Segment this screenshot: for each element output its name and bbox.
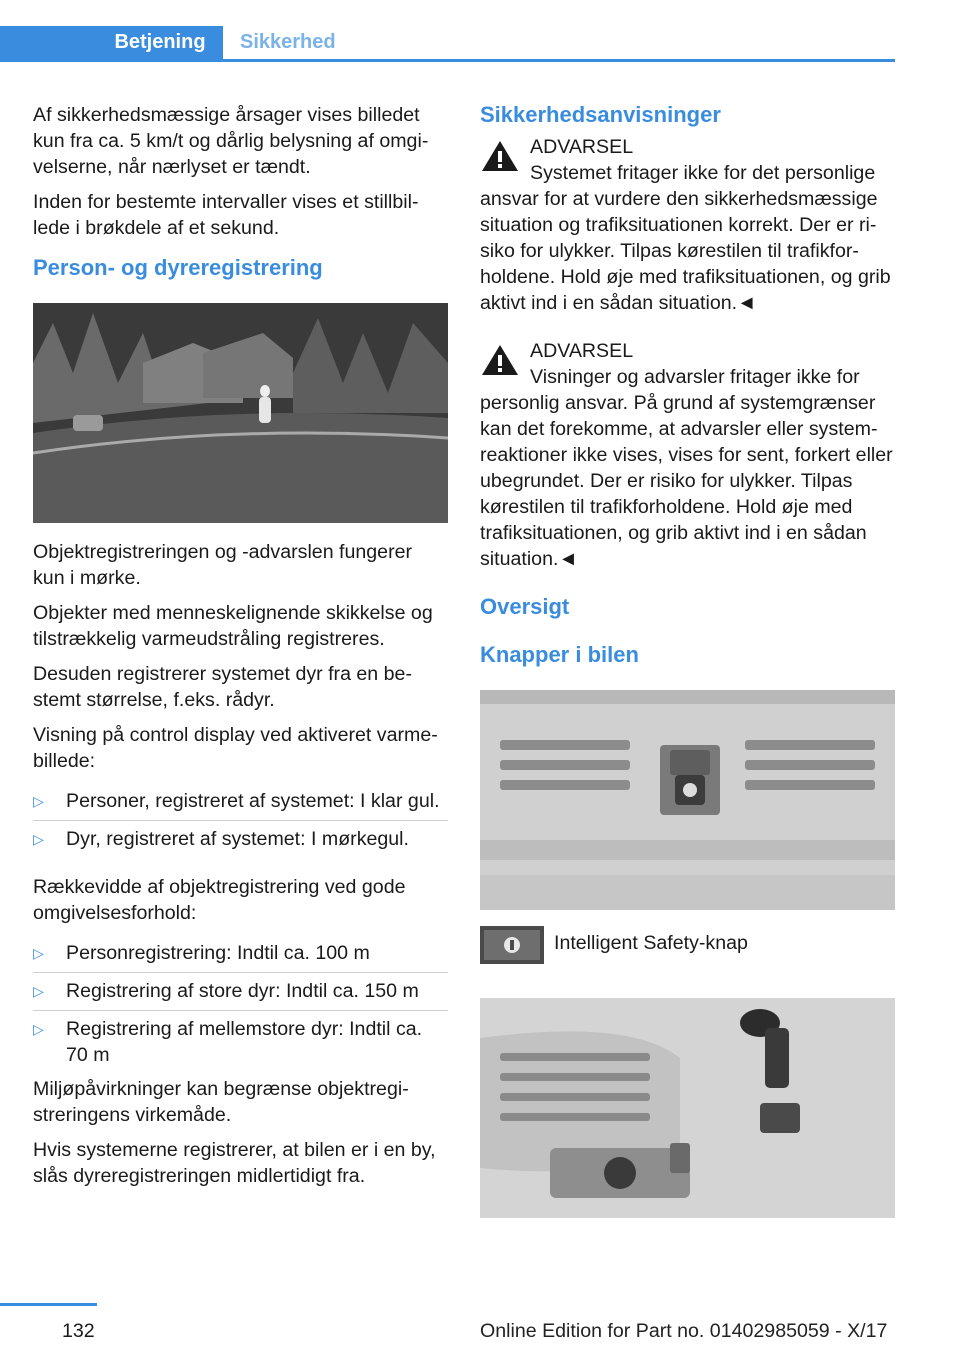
dashboard-controls-image <box>480 998 895 1218</box>
paragraph: Rækkevidde af objektregistrering ved gode omgivelsesforhold: <box>33 876 406 924</box>
list-item: ▷ Personregistrering: Indtil ca. 100 m <box>33 935 448 973</box>
warning-text: Visninger og advarsler fritager ikke for personlig ansvar. På grund af systemgrænser kan det forekomme, at advarsler eller systemreaktioner ikke vises, vises for sent, forkert eller ubegrundet. Der er risiko for ulykker. Tilpas kørestilen til trafikforholdene. Hold øje med trafiksituationen, og grib aktivt ind i en sådan situation.◄ <box>480 366 893 570</box>
warning-title: ADVARSEL <box>530 136 634 158</box>
paragraph: Inden for bestemte intervaller vises et stillbillede i brøkdele af et sekund. <box>33 191 419 239</box>
night-vision-image <box>33 303 448 523</box>
left-column <box>33 102 448 1198</box>
triangle-bullet-icon: ▷ <box>33 793 44 809</box>
page-number: 132 <box>62 1320 95 1342</box>
intelligent-safety-button-icon <box>480 926 544 964</box>
edition-text: Online Edition for Part no. 01402985059 - X/17 <box>480 1320 888 1342</box>
header-accent-block <box>0 26 97 59</box>
key-legend <box>480 926 895 988</box>
warning-title: ADVARSEL <box>530 340 634 362</box>
footer-accent <box>0 1303 97 1306</box>
right-column <box>480 102 895 1234</box>
paragraph: Af sikkerhedsmæssige årsager vises billedet kun fra ca. 5 km/t og dårlig belysning af omgivelserne, når nærlyset er tændt. <box>33 104 429 178</box>
tab-sikkerhed[interactable]: Sikkerhed <box>240 31 336 53</box>
list-item: ▷ Registrering af store dyr: Indtil ca. 150 m <box>33 973 448 1011</box>
list-item: ▷ Registrering af mellemstore dyr: Indtil ca. 70 m <box>33 1018 423 1066</box>
warning-text: Systemet fritager ikke for det personlige ansvar for at vurdere den sikkerhedsmæssige situation og trafiksituationen korrekt. Der er risiko for ulykker. Tilpas kørestilen til trafikforholdene. Hold øje med trafiksituationen, og grib aktivt ind i en sådan situation.◄ <box>480 162 891 314</box>
triangle-bullet-icon: ▷ <box>33 831 44 847</box>
list-item: ▷ Dyr, registreret af systemet: I mørkegul. <box>33 828 409 850</box>
triangle-bullet-icon: ▷ <box>33 1021 44 1037</box>
section-heading: Oversigt <box>480 594 570 619</box>
display-list <box>33 783 448 858</box>
paragraph: Hvis systemerne registrerer, at bilen er i en by, slås dyreregistreringen midlertidigt fra. <box>33 1139 436 1187</box>
section-heading: Sikkerhedsanvisninger <box>480 102 721 127</box>
subsection-heading: Knapper i bilen <box>480 642 639 667</box>
header-bar <box>0 26 895 62</box>
paragraph: Miljøpåvirkninger kan begrænse objektregistreringens virkemåde. <box>33 1078 409 1126</box>
center-console-image <box>480 690 895 910</box>
triangle-bullet-icon: ▷ <box>33 983 44 999</box>
section-heading: Person- og dyreregistrering <box>33 255 323 280</box>
list-item: ▷ Personer, registreret af systemet: I klar gul. <box>33 783 448 821</box>
paragraph: Objektregistreringen og -advarslen fungerer kun i mørke. <box>33 541 413 589</box>
key-label: Intelligent Safety-knap <box>554 932 748 954</box>
range-list <box>33 935 448 1074</box>
warning-block <box>480 338 895 572</box>
paragraph: Visning på control display ved aktiveret varmebillede: <box>33 724 438 772</box>
warning-icon <box>480 138 520 174</box>
warning-block <box>480 134 895 316</box>
paragraph: Desuden registrerer systemet dyr fra en bestemt størrelse, f.eks. rådyr. <box>33 663 412 711</box>
warning-icon <box>480 342 520 378</box>
paragraph: Objekter med menneskelignende skikkelse og tilstrækkelig varmeudstråling registreres. <box>33 602 433 650</box>
triangle-bullet-icon: ▷ <box>33 945 44 961</box>
tab-betjening[interactable]: Betjening <box>97 26 223 59</box>
header-divider <box>0 59 895 62</box>
